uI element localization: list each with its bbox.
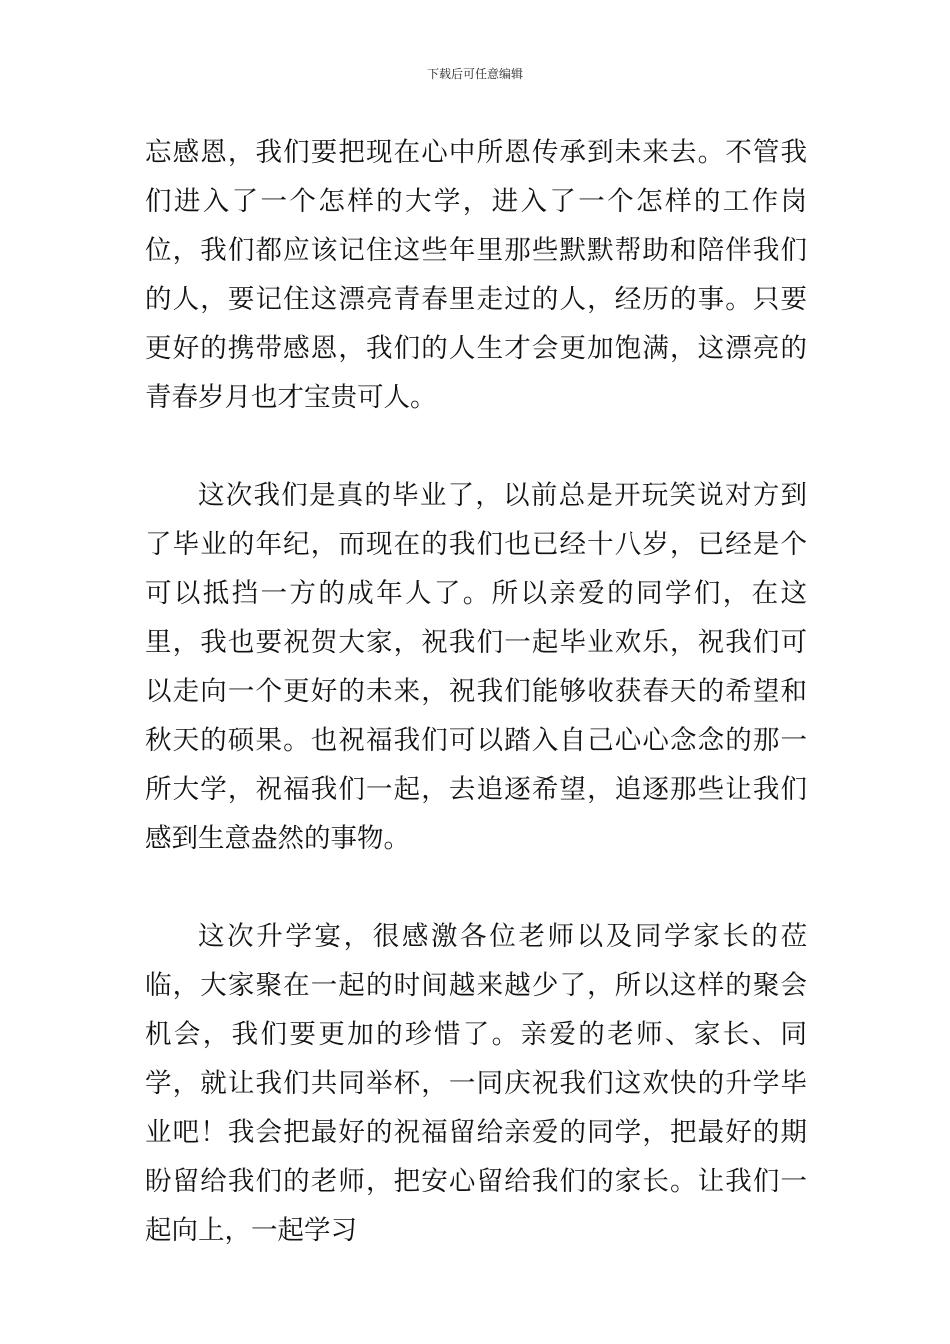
paragraph-1: 忘感恩，我们要把现在心中所恩传承到未来去。不管我们进入了一个怎样的大学，进入了一个怎样的工作岗位，我们都应该记住这些年里那些默默帮助和陪伴我们的人，要记住这漂亮青春里走过的人，经历的事。只要更好的携带感恩，我们的人生才会更加饱满，这漂亮的青春岁月也才宝贵可人。 (145, 137, 807, 413)
paragraph-2: 这次我们是真的毕业了，以前总是开玩笑说对方到了毕业的年纪，而现在的我们也已经十八岁，已经是个可以抵挡一方的成年人了。所以亲爱的同学们，在这里，我也要祝贺大家，祝我们一起毕业欢乐，祝我们可以走向一个更好的未来，祝我们能够收获春天的希望和秋天的硕果。也祝福我们可以踏入自己心心念念的那一所大学，祝福我们一起，去追逐希望，追逐那些让我们感到生意盎然的事物。 (145, 480, 807, 854)
paragraph-3: 这次升学宴，很感激各位老师以及同学家长的莅临，大家聚在一起的时间越来越少了，所以这样的聚会机会，我们要更加的珍惜了。亲爱的老师、家长、同学，就让我们共同举杯，一同庆祝我们这欢快的升学毕业吧！我会把最好的祝福留给亲爱的同学，把最好的期盼留给我们的老师，把安心留给我们的家长。让我们一起向上，一起学习 (145, 921, 807, 1246)
page-header: 下载后可任意编辑 (426, 67, 523, 81)
document-body (145, 128, 807, 1255)
